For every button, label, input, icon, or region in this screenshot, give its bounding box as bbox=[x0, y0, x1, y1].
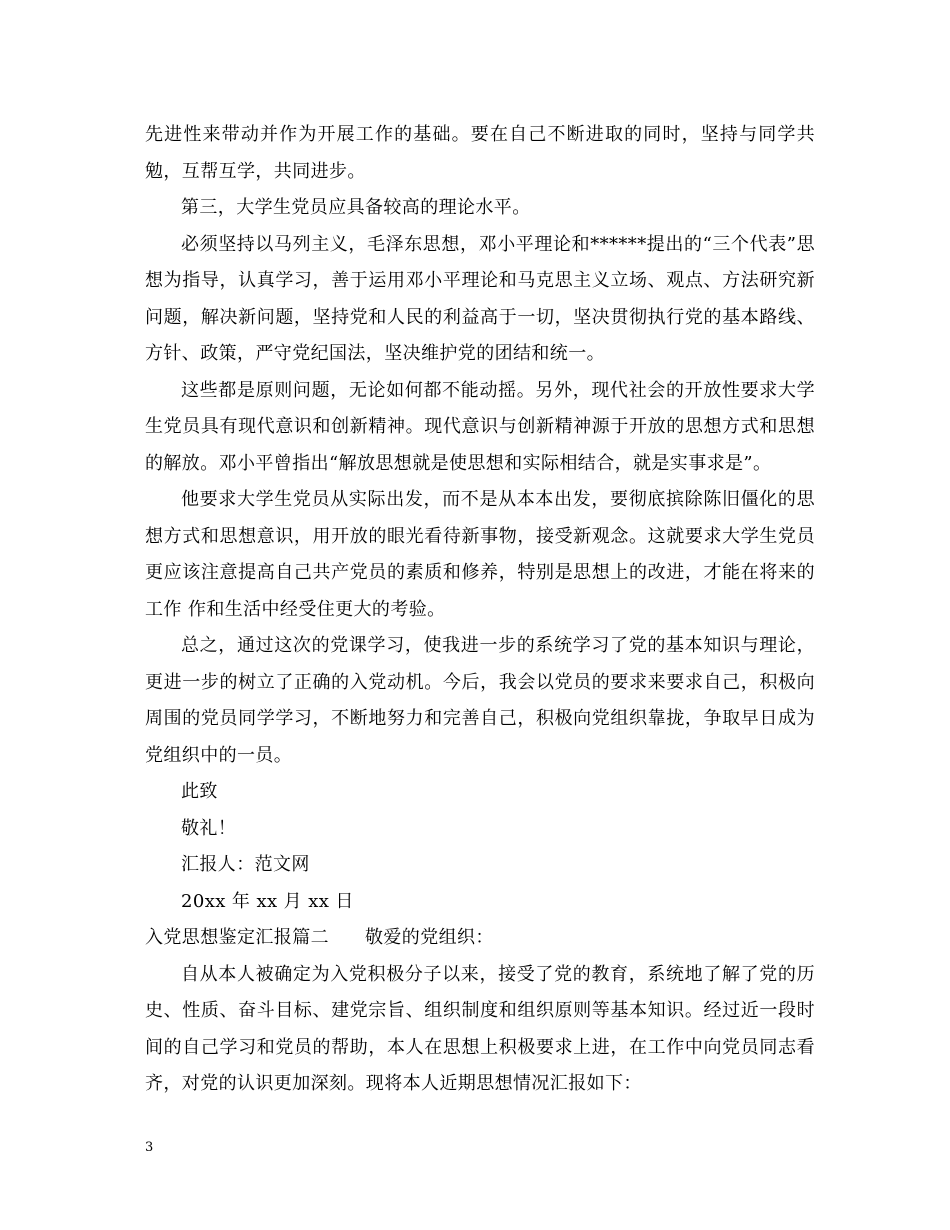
section-two-title: 入党思想鉴定汇报篇二 bbox=[145, 927, 329, 948]
paragraph-section-two-body: 自从本人被确定为入党积极分子以来，接受了党的教育，系统地了解了党的历史、性质、奋斗目标、建党宗旨、组织制度和组织原则等基本知识。经过近一段时间的自己学习和党员的帮助，本人在思想上积极要求上进，在工作中向党员同志看齐，对党的认识更加深刻。现将本人近期思想情况汇报如下： bbox=[145, 963, 815, 1094]
document-body bbox=[145, 117, 815, 1103]
closing-respect: 敬礼！ bbox=[181, 817, 237, 839]
closing-salutation: 此致 bbox=[181, 781, 218, 802]
section-two-heading bbox=[145, 920, 815, 957]
closing-reporter: 汇报人：范文网 bbox=[181, 854, 310, 875]
paragraph-point-three: 第三，大学生党员应具备较高的理论水平。 bbox=[181, 197, 531, 218]
paragraph-theory: 必须坚持以马列主义，毛泽东思想，邓小平理论和******提出的“三个代表”思想为指导，认真学习，善于运用邓小平理论和马克思主义立场、观点、方法研究新问题，解决新问题，坚持党和人民的利益高于一切，坚决贯彻执行党的基本路线、方针、政策，严守党纪国法，坚决维护党的团结和统一。 bbox=[145, 233, 815, 364]
paragraph-conclusion: 总之，通过这次的党课学习，使我进一步的系统学习了党的基本知识与理论，更进一步的树立了正确的入党动机。今后，我会以党员的要求来要求自己，积极向周围的党员同学学习，不断地努力和完善自己，积极向党组织靠拢，争取早日成为党组织中的一员。 bbox=[145, 635, 815, 766]
paragraph-principles: 这些都是原则问题，无论如何都不能动摇。另外，现代社会的开放性要求大学生党员具有现代意识和创新精神。现代意识与创新精神源于开放的思想方式和思想的解放。邓小平曾指出“解放思想就是使思想和实际相结合，就是实事求是”。 bbox=[145, 379, 815, 474]
paragraph-practice: 他要求大学生党员从实际出发，而不是从本本出发，要彻底摈除陈旧僵化的思想方式和思想意识，用开放的眼光看待新事物，接受新观念。这就要求大学生党员更应该注意提高自己共产党员的素质和修养，特别是思想上的改进，才能在将来的工作 作和生活中经受住更大的考验。 bbox=[145, 489, 815, 620]
paragraph-continuation: 先进性来带动并作为开展工作的基础。要在自己不断进取的同时，坚持与同学共勉，互帮互学，共同进步。 bbox=[145, 124, 815, 182]
section-two-greeting: 敬爱的党组织： bbox=[365, 927, 494, 948]
closing-date: 20xx 年 xx 月 xx 日 bbox=[181, 890, 354, 912]
page-number: 3 bbox=[145, 1140, 154, 1155]
